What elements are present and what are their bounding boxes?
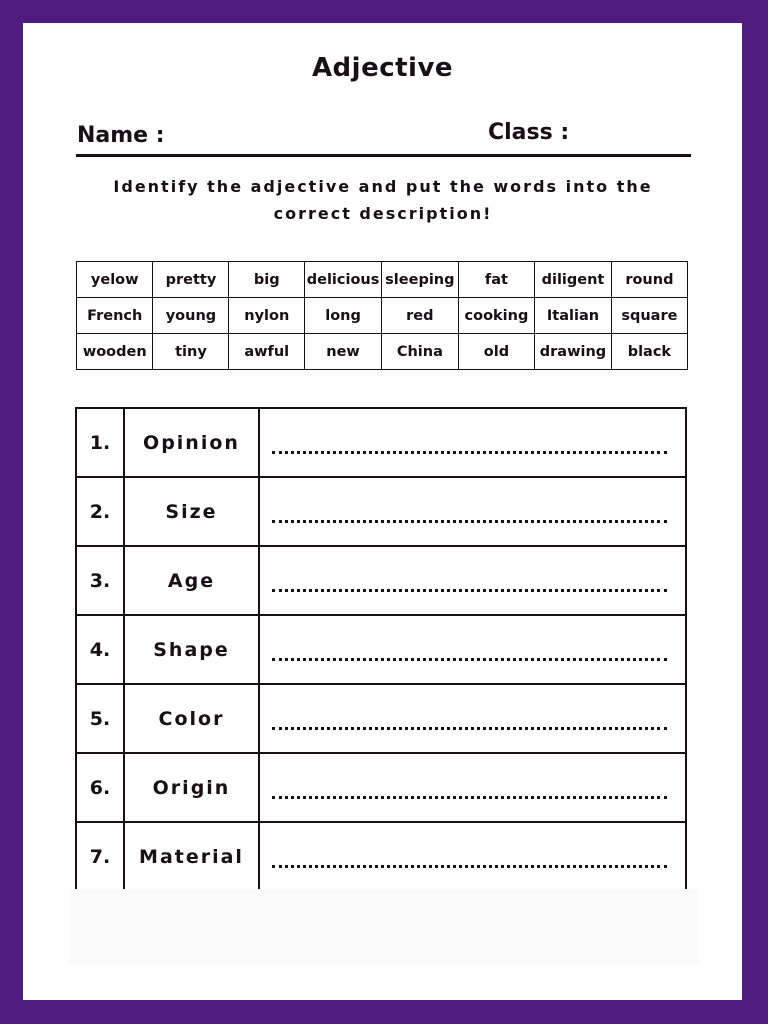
word-cell: pretty [153,262,229,298]
word-bank-row [77,334,688,370]
dotted-answer-line [272,451,667,454]
word-cell: China [381,334,458,370]
word-cell: yelow [77,262,153,298]
word-cell: sleeping [381,262,458,298]
word-cell: tiny [153,334,229,370]
word-cell: delicious [305,262,382,298]
category-row [76,477,686,546]
category-row [76,408,686,477]
category-label: Material [124,822,259,891]
answer-field[interactable] [259,822,686,891]
category-label: Origin [124,753,259,822]
category-row [76,546,686,615]
word-cell: fat [458,262,534,298]
instructions: Identify the adjective and put the words into the correct description! [113,177,653,223]
category-number: 3. [76,546,124,615]
word-bank-table [76,261,688,370]
category-row [76,753,686,822]
word-cell: nylon [229,298,305,334]
word-cell: black [611,334,687,370]
category-row [76,822,686,891]
category-label: Color [124,684,259,753]
dotted-answer-line [272,727,667,730]
word-cell: cooking [458,298,534,334]
category-row [76,684,686,753]
dotted-answer-line [272,520,667,523]
answer-field[interactable] [259,546,686,615]
word-cell: long [305,298,382,334]
footer-blank-area [69,889,699,964]
name-label: Name : [77,123,165,148]
word-cell: diligent [535,262,612,298]
worksheet-page [23,23,742,1000]
word-cell: awful [229,334,305,370]
word-cell: wooden [77,334,153,370]
word-cell: French [77,298,153,334]
word-cell: drawing [535,334,612,370]
dotted-answer-line [272,865,667,868]
category-number: 7. [76,822,124,891]
answer-field[interactable] [259,408,686,477]
dotted-answer-line [272,796,667,799]
word-cell: square [611,298,687,334]
category-label: Age [124,546,259,615]
answer-field[interactable] [259,615,686,684]
word-bank-row [77,262,688,298]
word-cell: old [458,334,534,370]
word-cell: round [611,262,687,298]
category-label: Opinion [124,408,259,477]
category-label: Shape [124,615,259,684]
answer-field[interactable] [259,684,686,753]
category-number: 6. [76,753,124,822]
word-cell: big [229,262,305,298]
category-number: 4. [76,615,124,684]
dotted-answer-line [272,658,667,661]
answer-field[interactable] [259,477,686,546]
answer-field[interactable] [259,753,686,822]
category-table [75,407,687,892]
word-bank-row [77,298,688,334]
category-number: 1. [76,408,124,477]
category-label: Size [124,477,259,546]
word-cell: young [153,298,229,334]
word-cell: new [305,334,382,370]
category-row [76,615,686,684]
page-title: Adjective [311,53,454,83]
dotted-answer-line [272,589,667,592]
category-number: 5. [76,684,124,753]
class-label: Class : [488,120,570,145]
category-number: 2. [76,477,124,546]
word-cell: Italian [535,298,612,334]
word-cell: red [381,298,458,334]
name-underline [76,154,691,157]
